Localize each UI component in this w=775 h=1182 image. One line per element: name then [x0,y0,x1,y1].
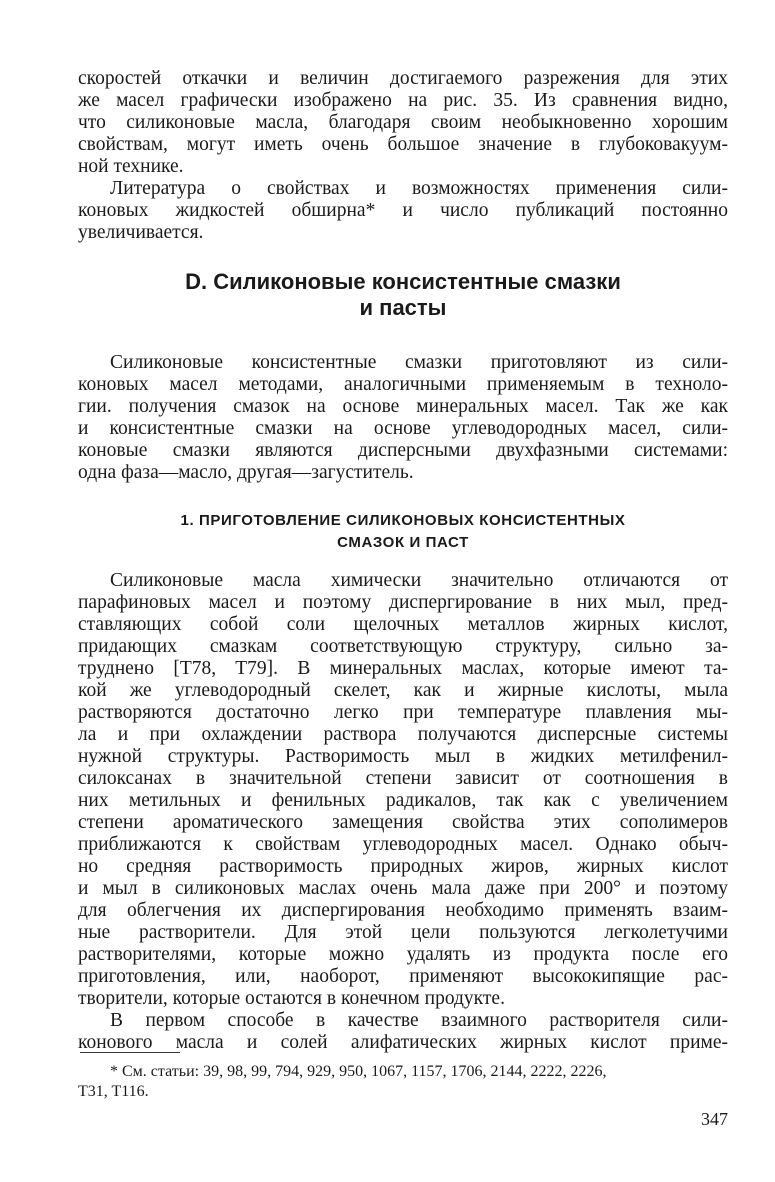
text-line: степени ароматического замещения свойства этих сополимеров [78,812,728,833]
text-line: силоксанах в значительной степени зависит от соотношения в [78,768,728,789]
footnote-line: * См. статьи: 39, 98, 99, 794, 929, 950, 1067, 1157, 1706, 2144, 2222, 2226, [110,1063,607,1080]
text-line: В первом способе в качестве взаимного растворителя сили- [110,1010,728,1031]
text-line: скоростей откачки и величин достигаемого разрежения для этих [78,68,728,89]
text-line: ла и при охлаждении раствора получаются дисперсные системы [78,724,728,745]
text-line: Литература о свойствах и возможностях применения сили- [110,178,728,199]
text-line: коновые смазки являются дисперсными двухфазными системами: [78,440,728,461]
section-heading-line: и пасты [359,295,447,320]
text-line: и мыл в силиконовых маслах очень мала даже при 200° и поэтому [78,878,728,899]
text-line: гии. получения смазок на основе минеральных масел. Так же как [78,396,728,417]
text-line: Силиконовые консистентные смазки приготовляют из сили- [110,352,728,373]
text-line: что силиконовые масла, благодаря своим необыкновенно хорошим [78,112,728,133]
text-line: ные растворители. Для этой цели пользуются легколетучими [78,922,728,943]
footnote-line: T31, T116. [78,1083,149,1100]
section-heading-line: D. Силиконовые консистентные смазки [185,269,621,294]
text-line: ставляющих собой соли щелочных металлов жирных кислот, [78,614,728,635]
text-line: и консистентные смазки на основе углеводородных масел, сили- [78,418,728,439]
text-line: творители, которые остаются в конечном продукте. [78,988,505,1009]
subsection-heading-line: 1. ПРИГОТОВЛЕНИЕ СИЛИКОНОВЫХ КОНСИСТЕНТНЫХ [180,512,626,529]
text-line: но средняя растворимость природных жиров, жирных кислот [78,856,728,877]
footnote-rule [80,1052,180,1053]
text-line: коновых жидкостей обширна* и число публикаций постоянно [78,200,728,221]
text-line: нужной структуры. Растворимость мыл в жидких метилфенил- [78,746,728,767]
text-line: парафиновых масел и поэтому диспергирование в них мыл, пред- [78,592,728,613]
text-line: кой же углеводородный скелет, как и жирные кислоты, мыла [78,680,728,701]
text-line: Силиконовые масла химически значительно отличаются от [110,570,728,591]
text-line: них метильных и фенильных радикалов, так как с увеличением [78,790,728,811]
text-line: приготовления, или, наоборот, применяют высококипящие рас- [78,966,728,987]
text-line: увеличивается. [78,222,204,243]
subsection-heading-line: СМАЗОК И ПАСТ [337,534,469,551]
text-line: ной технике. [78,156,184,177]
text-line: для облегчения их диспергирования необходимо применять взаим- [78,900,728,921]
text-line: коновых масел методами, аналогичными применяемым в техноло- [78,374,728,395]
text-line: свойствам, могут иметь очень большое значение в глубоковакуум- [78,134,728,155]
text-line: же масел графически изображено на рис. 35. Из сравнения видно, [78,90,728,111]
text-line: растворителями, которые можно удалять из продукта после его [78,944,728,965]
text-line: труднено [T78, T79]. В минеральных маслах, которые имеют та- [78,658,728,679]
page-number: 347 [701,1109,728,1129]
text-line: растворяются достаточно легко при температуре плавления мы- [78,702,728,723]
text-line: придающих смазкам соответствующую структуру, сильно за- [78,636,728,657]
text-line: конового масла и солей алифатических жирных кислот приме- [78,1032,728,1053]
text-line: приближаются к свойствам углеводородных масел. Однако обыч- [78,834,728,855]
text-line: одна фаза—масло, другая—загуститель. [78,462,414,483]
